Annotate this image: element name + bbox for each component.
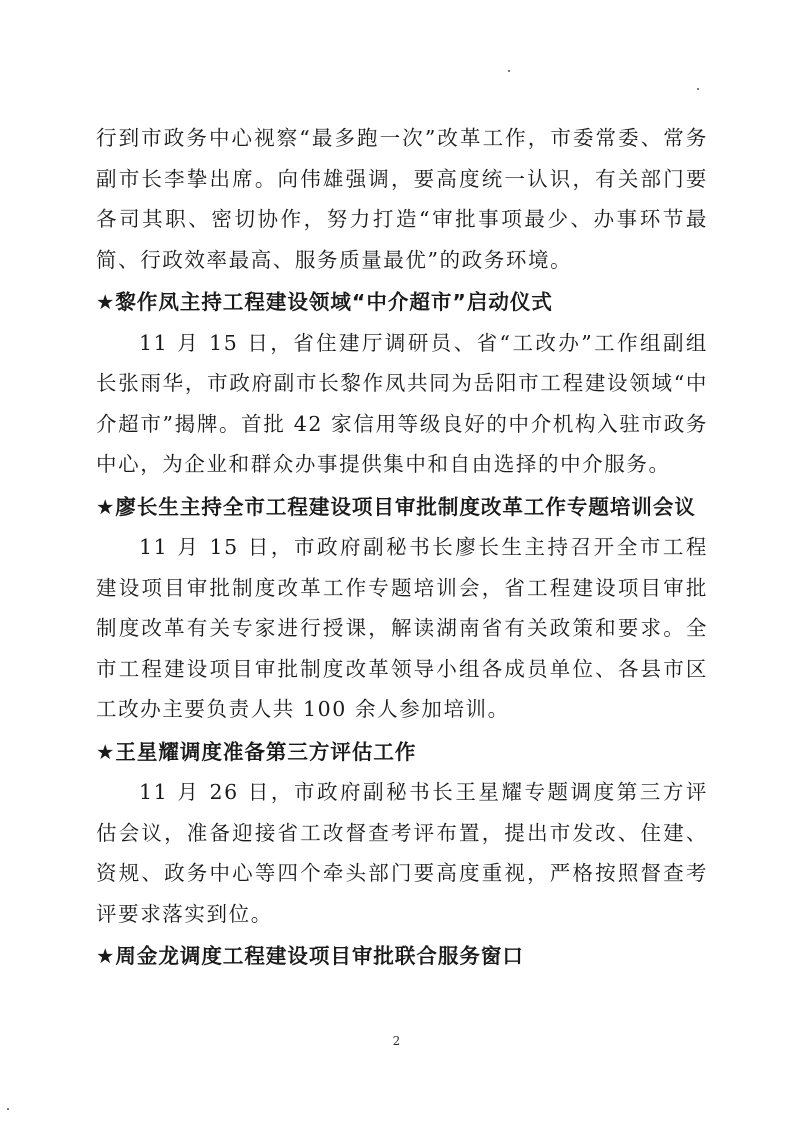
section-heading: ★周金龙调度工程建设项目审批联合服务窗口 [96, 944, 524, 968]
paragraph: 11 月 26 日，市政府副秘书长王星耀专题调度第三方评估会议，准备迎接省工改督查考评布置，提出市发改、住建、资规、政务中心等四个牵头部门要高度重视，严格按照督查考评要求落实到位。 [96, 780, 708, 926]
document-body [96, 118, 708, 977]
paragraph: 11 月 15 日，省住建厅调研员、省“工改办”工作组副组长张雨华，市政府副市长黎作凤共同为岳阳市工程建设领域“中介超市”揭牌。首批 42 家信用等级良好的中介机构入驻市政务中心，为企业和群众办事提供集中和自由选择的中介服务。 [96, 330, 708, 476]
paragraph: 行到市政务中心视察“最多跑一次”改革工作，市委常委、常务副市长李挚出席。向伟雄强调，要高度统一认识，有关部门要各司其职、密切协作，努力打造“审批事项最少、办事环节最简、行政效率最高、服务质量最优”的政务环境。 [96, 126, 708, 272]
section-heading: ★廖长生主持全市工程建设项目审批制度改革工作专题培训会议 [96, 494, 696, 519]
scan-speck [508, 70, 510, 72]
scan-speck [697, 88, 699, 90]
paragraph: 11 月 15 日，市政府副秘书长廖长生主持召开全市工程建设项目审批制度改革工作专题培训会，省工程建设项目审批制度改革有关专家进行授课，解读湖南省有关政策和要求。全市工程建设项目审批制度改革领导小组各成员单位、各县市区工改办主要负责人共 100 余人参加培训。 [96, 535, 708, 721]
page-number: 2 [392, 1034, 401, 1048]
section-heading: ★黎作凤主持工程建设领域“中介超市”启动仪式 [96, 290, 553, 314]
section-heading: ★王星耀调度准备第三方评估工作 [96, 739, 417, 764]
scan-speck [7, 1108, 9, 1110]
